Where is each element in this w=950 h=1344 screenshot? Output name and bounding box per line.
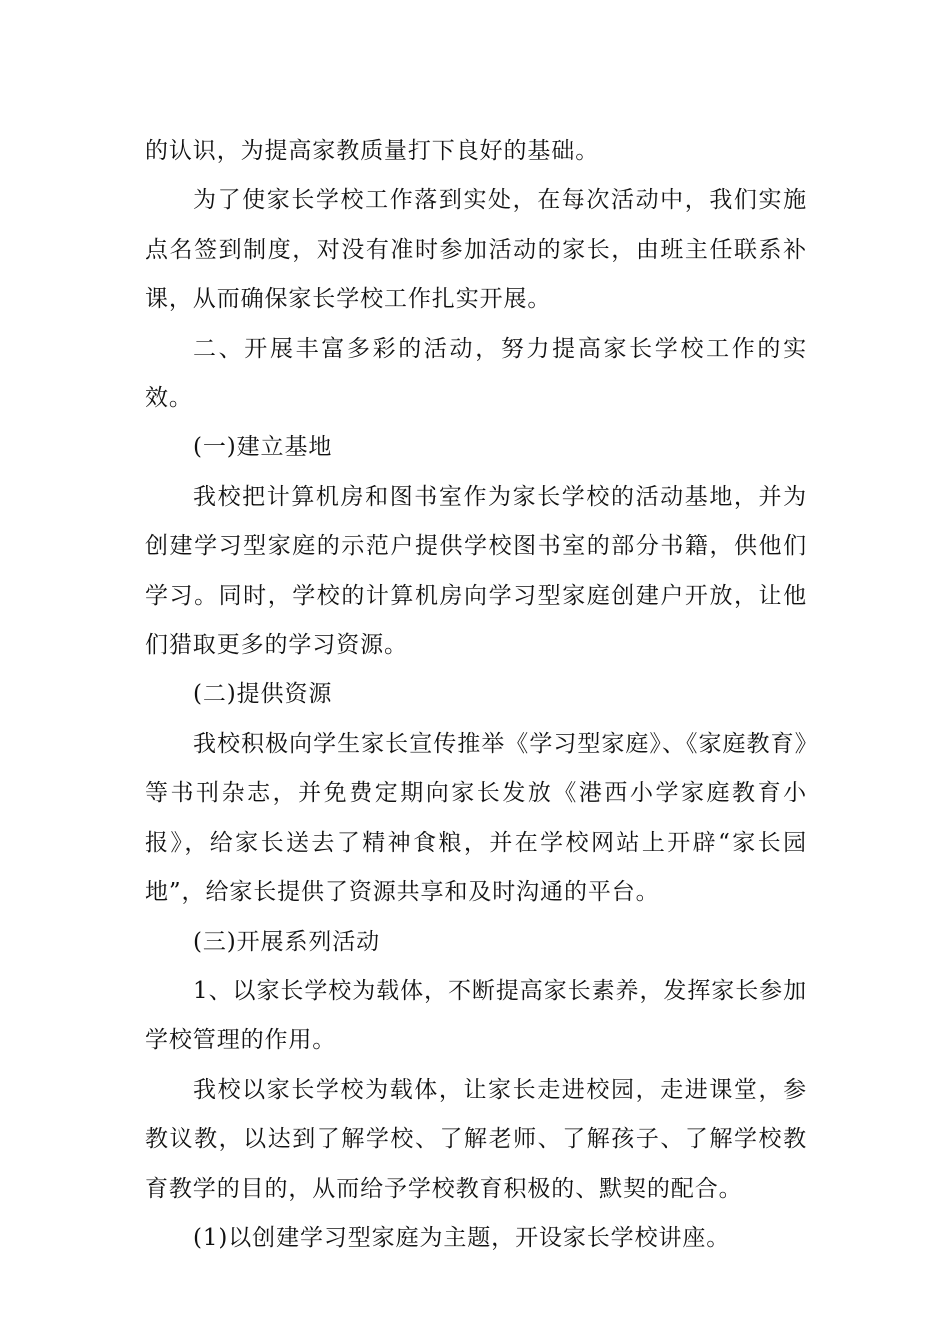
paragraph-resources: 我校积极向学生家长宣传推举《学习型家庭》、《家庭教育》等书刊杂志，并免费定期向家长发放《港西小学家庭教育小报》，给家长送去了精神食粮，并在学校网站上开辟“家长园地”，给家长提供了资源共享和及时沟通的平台。 [145, 730, 807, 906]
subheading-1: (一)建立基地 [193, 434, 333, 461]
document-body [145, 127, 807, 1263]
list-item-1: 1、以家长学校为载体，不断提高家长素养，发挥家长参加学校管理的作用。 [145, 977, 807, 1054]
subheading-3: (三)开展系列活动 [193, 928, 381, 955]
subheading-2: (二)提供资源 [193, 681, 333, 708]
paragraph-signin-system: 为了使家长学校工作落到实处，在每次活动中，我们实施点名签到制度，对没有准时参加活动的家长，由班主任联系补课，从而确保家长学校工作扎实开展。 [145, 187, 807, 313]
paragraph-continuation: 的认识，为提高家教质量打下良好的基础。 [145, 138, 600, 164]
list-item-1-1: (1)以创建学习型家庭为主题，开设家长学校讲座。 [193, 1224, 731, 1251]
paragraph-parent-school: 我校以家长学校为载体，让家长走进校园，走进课堂，参教议教，以达到了解学校、了解老师、了解孩子、了解学校教育教学的目的，从而给予学校教育积极的、默契的配合。 [145, 1076, 807, 1202]
paragraph-base: 我校把计算机房和图书室作为家长学校的活动基地，并为创建学习型家庭的示范户提供学校图书室的部分书籍，供他们学习。同时，学校的计算机房向学习型家庭创建户开放，让他们猎取更多的学习资源。 [145, 483, 807, 659]
section-heading-2: 二、开展丰富多彩的活动，努力提高家长学校工作的实效。 [145, 335, 807, 412]
